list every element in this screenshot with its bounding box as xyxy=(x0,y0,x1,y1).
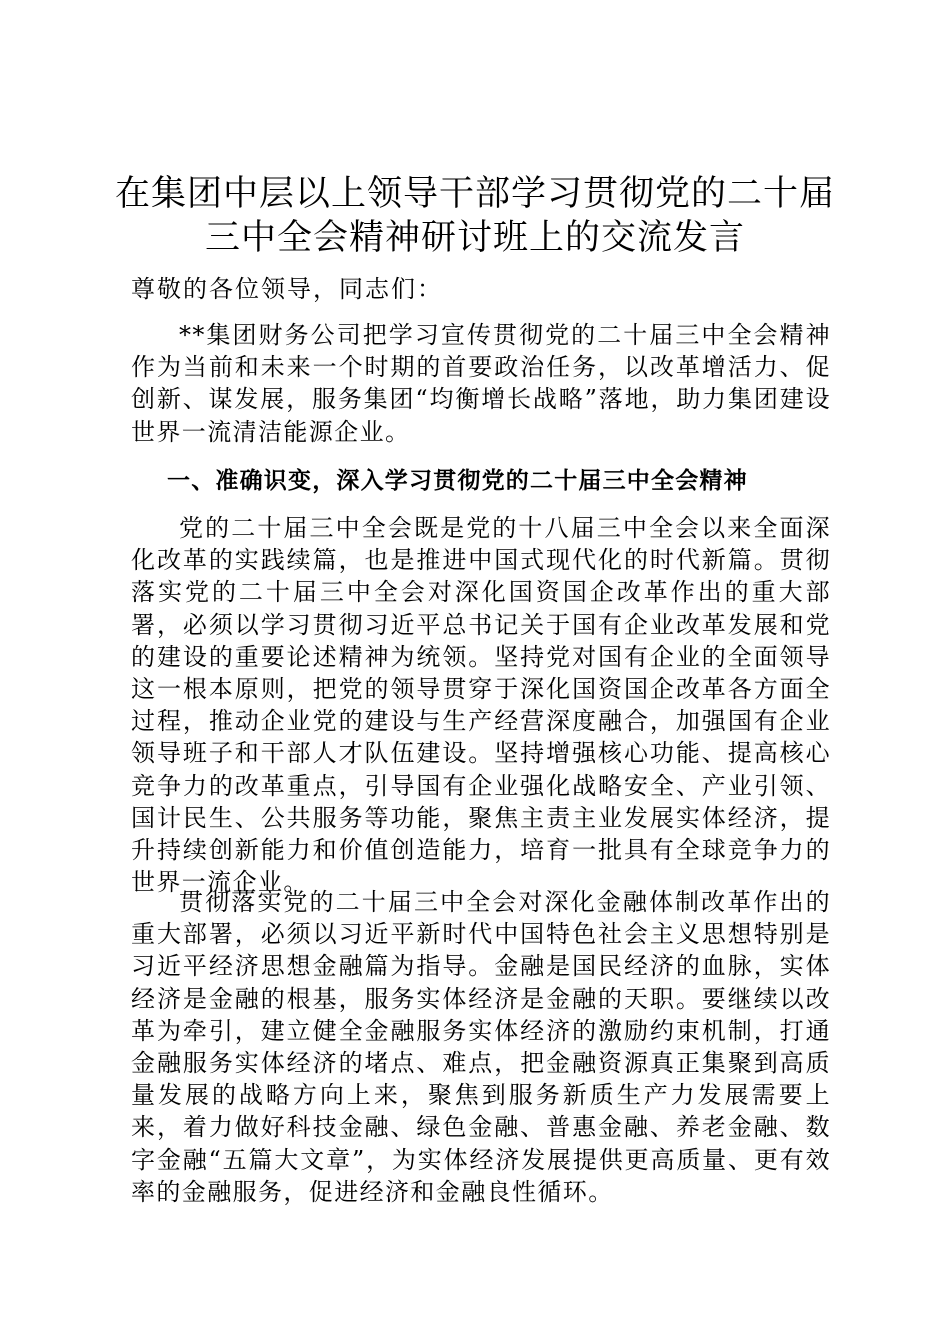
intro-paragraph: **集团财务公司把学习宣传贯彻党的二十届三中全会精神作为当前和未来一个时期的首要政治任务，以改革增活力、促创新、谋发展，服务集团“均衡增长战略”落地，助力集团建设世界一流清洁能源企业。 xyxy=(131,321,831,446)
section-1-paragraph-1: 党的二十届三中全会既是党的十八届三中全会以来全面深化改革的实践续篇，也是推进中国式现代化的时代新篇。贯彻落实党的二十届三中全会对深化国资国企改革作出的重大部署，必须以学习贯彻习近平总书记关于国有企业改革发展和党的建设的重要论述精神为统领。坚持党对国有企业的全面领导这一根本原则，把党的领导贯穿于深化国资国企改革各方面全过程，推动企业党的建设与生产经营深度融合，加强国有企业领导班子和干部人才队伍建设。坚持增强核心功能、提高核心竞争力的改革重点，引导国有企业强化战略安全、产业引领、国计民生、公共服务等功能，聚焦主责主业发展实体经济，提升持续创新能力和价值创造能力，培育一批具有全球竞争力的世界一流企业。 xyxy=(131,514,831,897)
section-heading-1: 一、准确识变，深入学习贯彻党的二十届三中全会精神 xyxy=(167,468,748,494)
document-title-line-1: 在集团中层以上领导干部学习贯彻党的二十届 xyxy=(114,174,835,214)
document-title-line-2: 三中全会精神研讨班上的交流发言 xyxy=(204,218,745,258)
section-1-paragraph-2: 贯彻落实党的二十届三中全会对深化金融体制改革作出的重大部署，必须以习近平新时代中国特色社会主义思想特别是习近平经济思想金融篇为指导。金融是国民经济的血脉，实体经济是金融的根基，服务实体经济是金融的天职。要继续以改革为牵引，建立健全金融服务实体经济的激励约束机制，打通金融服务实体经济的堵点、难点，把金融资源真正集聚到高质量发展的战略方向上来，聚焦到服务新质生产力发展需要上来，着力做好科技金融、绿色金融、普惠金融、养老金融、数字金融“五篇大文章”，为实体经济发展提供更高质量、更有效率的金融服务，促进经济和金融良性循环。 xyxy=(131,888,831,1206)
salutation: 尊敬的各位领导，同志们： xyxy=(131,275,443,303)
